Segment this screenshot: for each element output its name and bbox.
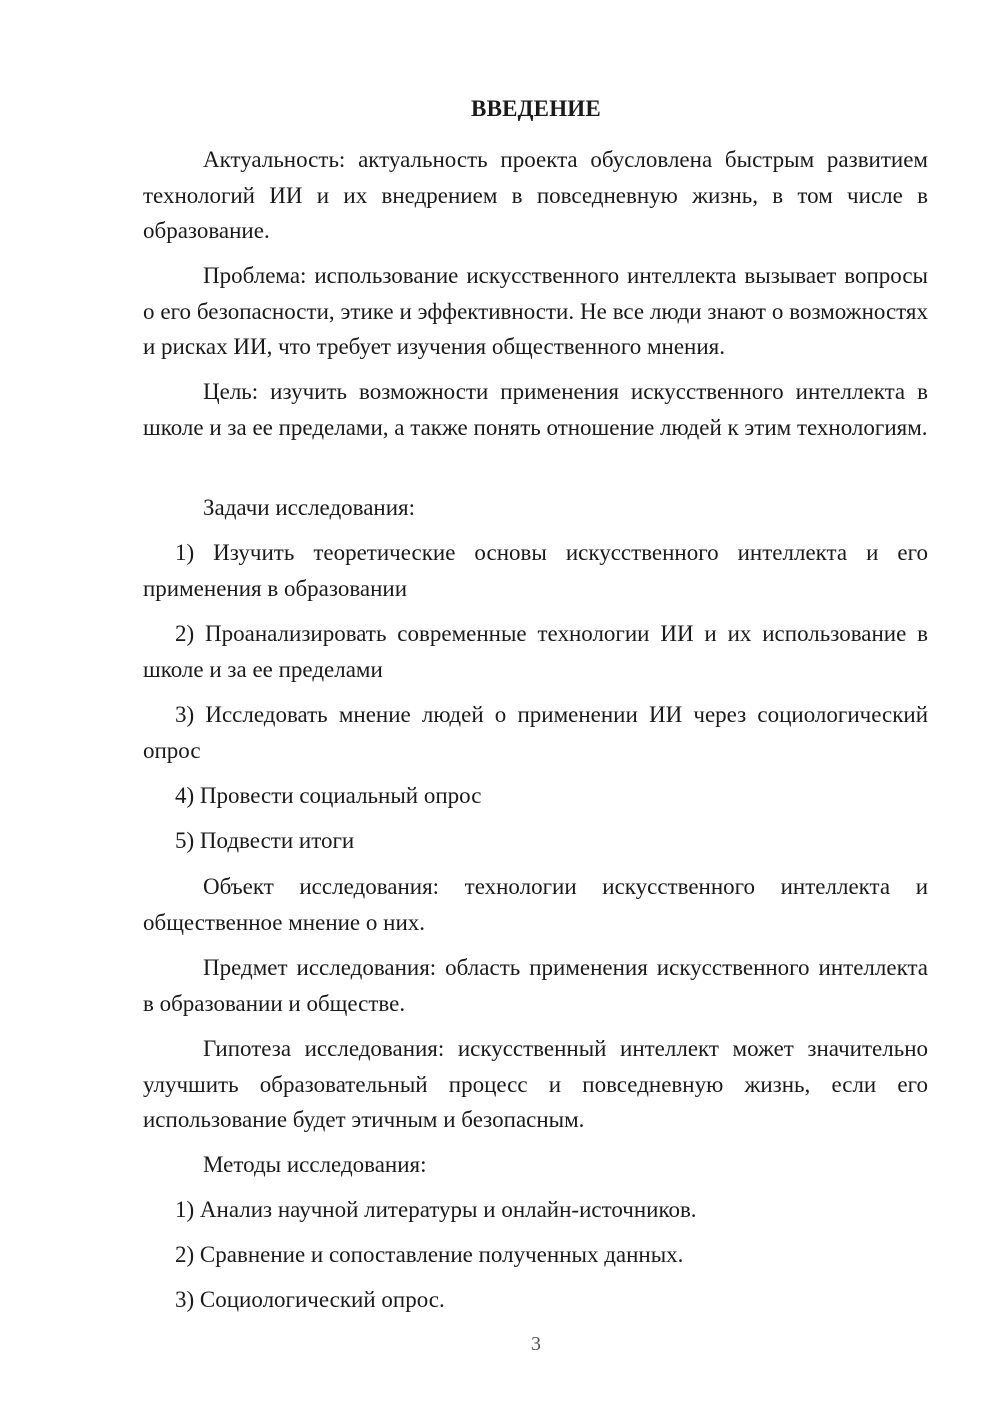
goal-paragraph: Цель: изучить возможности применения искусственного интеллекта в школе и за ее пределами, а также понять отношение людей к этим технологиям. — [143, 379, 928, 440]
methods-heading: Методы исследования: — [203, 1152, 427, 1177]
method-item-3: 3) Социологический опрос. — [175, 1287, 445, 1312]
task-item-1: 1) Изучить теоретические основы искусственного интеллекта и его применения в образовании — [143, 540, 928, 601]
hypothesis-paragraph: Гипотеза исследования: искусственный интеллект может значительно улучшить образовательный процесс и повседневную жизнь, если его использование будет этичным и безопасным. — [143, 1036, 928, 1132]
problem-paragraph: Проблема: использование искусственного интеллекта вызывает вопросы о его безопасности, этике и эффективности. Не все люди знают о возможностях и рисках ИИ, что требует изучения общественного мнения. — [143, 263, 928, 359]
subject-paragraph: Предмет исследования: область применения искусственного интеллекта в образовании и обществе. — [143, 955, 928, 1016]
method-item-1: 1) Анализ научной литературы и онлайн-источников. — [175, 1197, 697, 1222]
task-item-5: 5) Подвести итоги — [175, 828, 355, 853]
object-paragraph: Объект исследования: технологии искусственного интеллекта и общественное мнение о них. — [143, 874, 928, 935]
page-title: ВВЕДЕНИЕ — [471, 96, 601, 121]
method-item-2: 2) Сравнение и сопоставление полученных данных. — [175, 1242, 684, 1267]
tasks-heading: Задачи исследования: — [203, 495, 416, 520]
relevance-paragraph: Актуальность: актуальность проекта обусловлена быстрым развитием технологий ИИ и их внедрением в повседневную жизнь, в том числе в образование. — [143, 147, 928, 243]
task-item-2: 2) Проанализировать современные технологии ИИ и их использование в школе и за ее пределами — [143, 621, 928, 682]
task-item-4: 4) Провести социальный опрос — [175, 783, 482, 808]
page-number: 3 — [531, 1333, 541, 1355]
task-item-3: 3) Исследовать мнение людей о применении ИИ через социологический опрос — [143, 702, 928, 763]
